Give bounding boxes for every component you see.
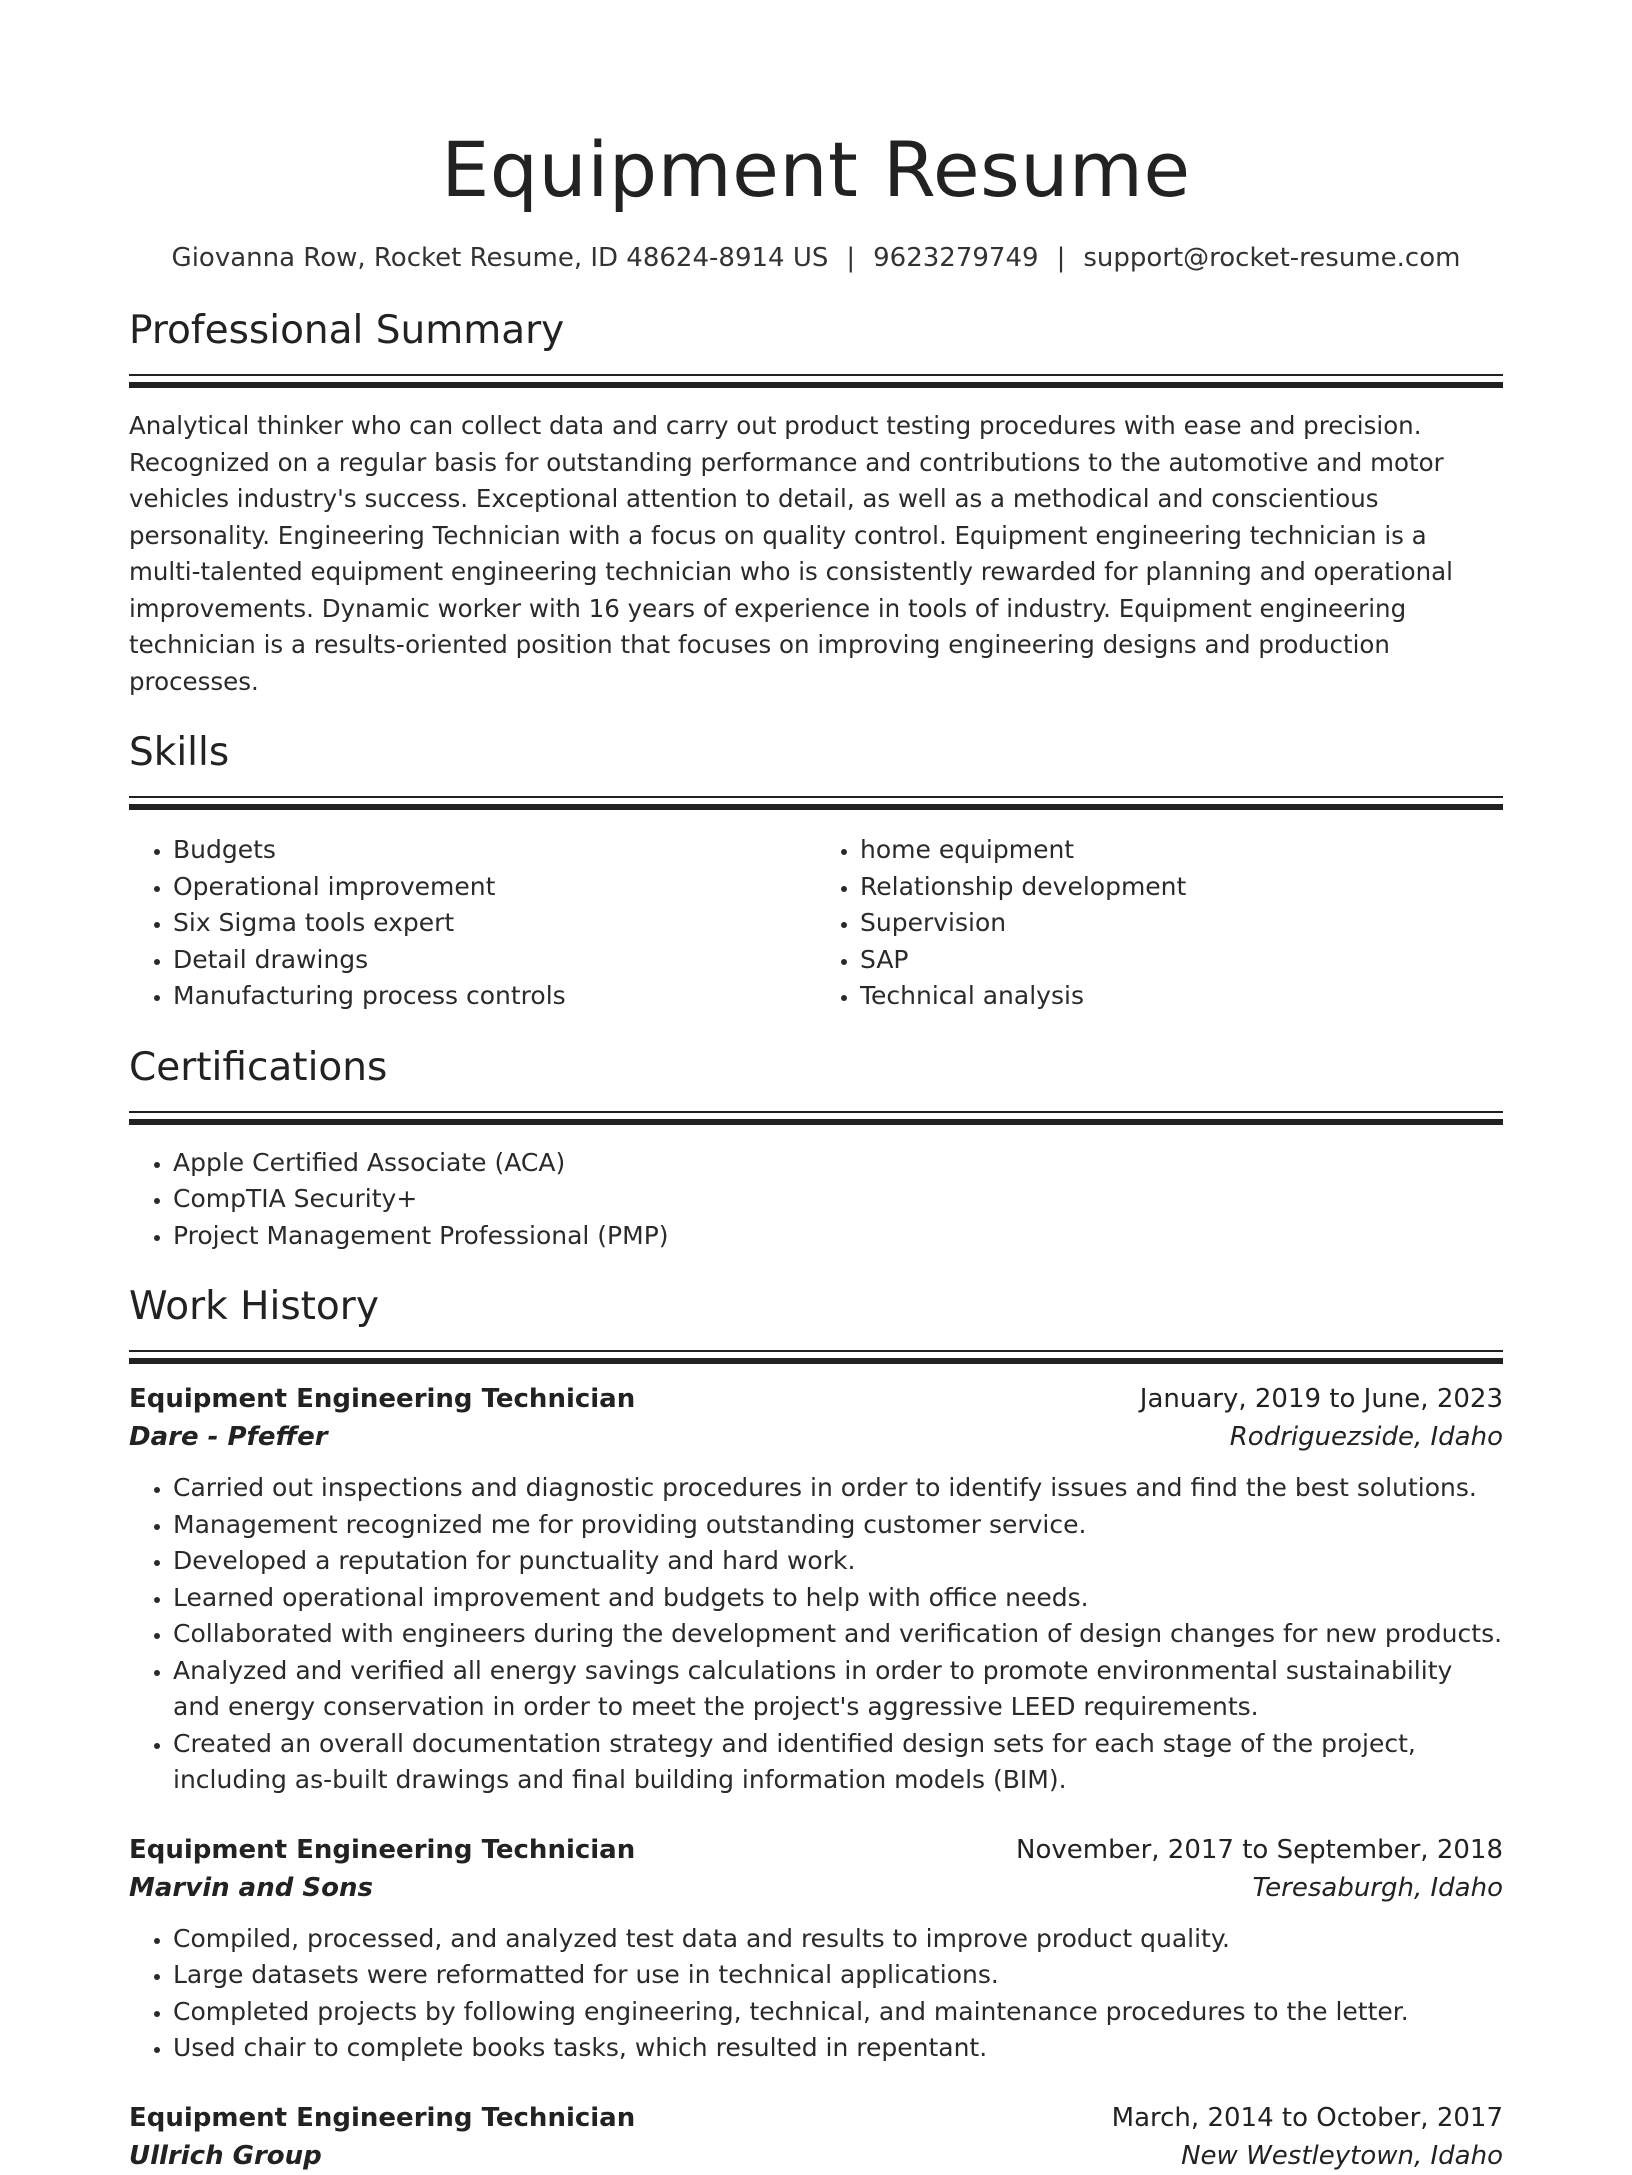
section-divider bbox=[129, 1350, 1503, 1352]
job-bullet: • Carried out inspections and diagnostic procedures in order to identify issues and find the best solutions. bbox=[173, 1470, 1503, 1507]
skills-grid bbox=[129, 832, 1503, 1015]
certifications-heading: Certifications bbox=[129, 1044, 388, 1090]
section-divider bbox=[129, 804, 1503, 810]
job-header bbox=[129, 1831, 1503, 1869]
job-bullet: • Created an overall documentation strategy and identified design sets for each stage of the project, including as-built drawings and final building information models (BIM). bbox=[173, 1726, 1503, 1799]
summary-section bbox=[129, 304, 1503, 700]
contact-phone: 9623279749 bbox=[873, 243, 1039, 273]
job-dates: January, 2019 to June, 2023 bbox=[1139, 1384, 1503, 1414]
job-bullet: • Completed projects by following engineering, technical, and maintenance procedures to the letter. bbox=[173, 1994, 1503, 2031]
certification-item: • Apple Certified Associate (ACA) bbox=[173, 1145, 1503, 1182]
job-title: Equipment Engineering Technician bbox=[129, 2102, 636, 2133]
skill-item: • Relationship development bbox=[860, 869, 1503, 906]
contact-line bbox=[129, 240, 1503, 276]
job-dates: March, 2014 to October, 2017 bbox=[1111, 2102, 1503, 2133]
job-bullet: • Collaborated with engineers during the development and verification of design changes for new products. bbox=[173, 1616, 1503, 1653]
job-entry bbox=[129, 2099, 1503, 2175]
contact-separator: | bbox=[1056, 243, 1066, 273]
job-bullets bbox=[129, 1470, 1503, 1799]
contact-email: support@rocket-resume.com bbox=[1083, 243, 1461, 273]
certifications-section bbox=[129, 1041, 1503, 1255]
job-company: Marvin and Sons bbox=[129, 1872, 373, 1903]
resume-title: Equipment Resume bbox=[441, 125, 1191, 214]
skills-list-right bbox=[816, 832, 1503, 1015]
skill-item: • Supervision bbox=[860, 905, 1503, 942]
section-divider bbox=[129, 796, 1503, 798]
job-location: Rodriguezside, Idaho bbox=[1229, 1422, 1503, 1452]
section-divider bbox=[129, 382, 1503, 388]
section-divider bbox=[129, 1358, 1503, 1364]
job-company: Dare - Pfeffer bbox=[129, 1422, 328, 1452]
summary-text: Analytical thinker who can collect data and carry out product testing procedures with ease and precision. Recognized on a regular basis for outstanding performance and contributions to the automotive and motor vehicles industry's success. Exceptional attention to detail, as well as a methodical and conscientious personality. Engineering Technician with a focus on quality control. Equipment engineering technician is a multi-talented equipment engineering technician who is consistently rewarded for planning and operational improvements. Dynamic worker with 16 years of experience in tools of industry. Equipment engineering technician is a results-oriented position that focuses on improving engineering designs and production processes. bbox=[129, 411, 1453, 696]
job-subheader bbox=[129, 1418, 1503, 1456]
job-bullet: • Developed a reputation for punctuality and hard work. bbox=[173, 1543, 1503, 1580]
certifications-list bbox=[129, 1145, 1503, 1255]
job-entry bbox=[129, 1380, 1503, 1799]
job-bullets bbox=[129, 1921, 1503, 2067]
section-divider bbox=[129, 1119, 1503, 1125]
skills-heading: Skills bbox=[129, 730, 230, 775]
work-history-heading: Work History bbox=[129, 1284, 379, 1329]
certification-item: • Project Management Professional (PMP) bbox=[173, 1218, 1503, 1255]
skill-item: • Technical analysis bbox=[860, 978, 1503, 1015]
skills-section bbox=[129, 726, 1503, 1015]
job-company: Ullrich Group bbox=[129, 2140, 322, 2171]
job-subheader bbox=[129, 2137, 1503, 2175]
skill-item: • Operational improvement bbox=[173, 869, 816, 906]
job-title: Equipment Engineering Technician bbox=[129, 1384, 636, 1414]
contact-address: Giovanna Row, Rocket Resume, ID 48624-8914 US bbox=[171, 243, 829, 273]
job-bullet: • Learned operational improvement and budgets to help with office needs. bbox=[173, 1580, 1503, 1617]
job-entry bbox=[129, 1831, 1503, 2067]
job-bullet: • Management recognized me for providing outstanding customer service. bbox=[173, 1507, 1503, 1544]
job-header bbox=[129, 1380, 1503, 1418]
skill-item: • Budgets bbox=[173, 832, 816, 869]
skill-item: • Detail drawings bbox=[173, 942, 816, 979]
job-bullet: • Analyzed and verified all energy savings calculations in order to promote environmental sustainability and energy conservation in order to meet the project's aggressive LEED requirements. bbox=[173, 1653, 1503, 1726]
job-bullet: • Compiled, processed, and analyzed test data and results to improve product quality. bbox=[173, 1921, 1503, 1958]
job-subheader bbox=[129, 1869, 1503, 1907]
summary-heading: Professional Summary bbox=[129, 308, 565, 353]
skill-item: • Six Sigma tools expert bbox=[173, 905, 816, 942]
section-divider bbox=[129, 1111, 1503, 1113]
contact-separator: | bbox=[846, 243, 856, 273]
skill-item: • SAP bbox=[860, 942, 1503, 979]
job-location: Teresaburgh, Idaho bbox=[1252, 1872, 1503, 1903]
work-history-section bbox=[129, 1280, 1503, 2175]
job-bullet: • Used chair to complete books tasks, which resulted in repentant. bbox=[173, 2030, 1503, 2067]
job-dates: November, 2017 to September, 2018 bbox=[1016, 1834, 1503, 1865]
skill-item: • Manufacturing process controls bbox=[173, 978, 816, 1015]
job-bullet: • Large datasets were reformatted for use in technical applications. bbox=[173, 1957, 1503, 1994]
certification-item: • CompTIA Security+ bbox=[173, 1181, 1503, 1218]
section-divider bbox=[129, 374, 1503, 376]
skills-list-left bbox=[129, 832, 816, 1015]
job-location: New Westleytown, Idaho bbox=[1181, 2140, 1503, 2171]
job-title: Equipment Engineering Technician bbox=[129, 1834, 636, 1865]
job-header bbox=[129, 2099, 1503, 2137]
skill-item: • home equipment bbox=[860, 832, 1503, 869]
